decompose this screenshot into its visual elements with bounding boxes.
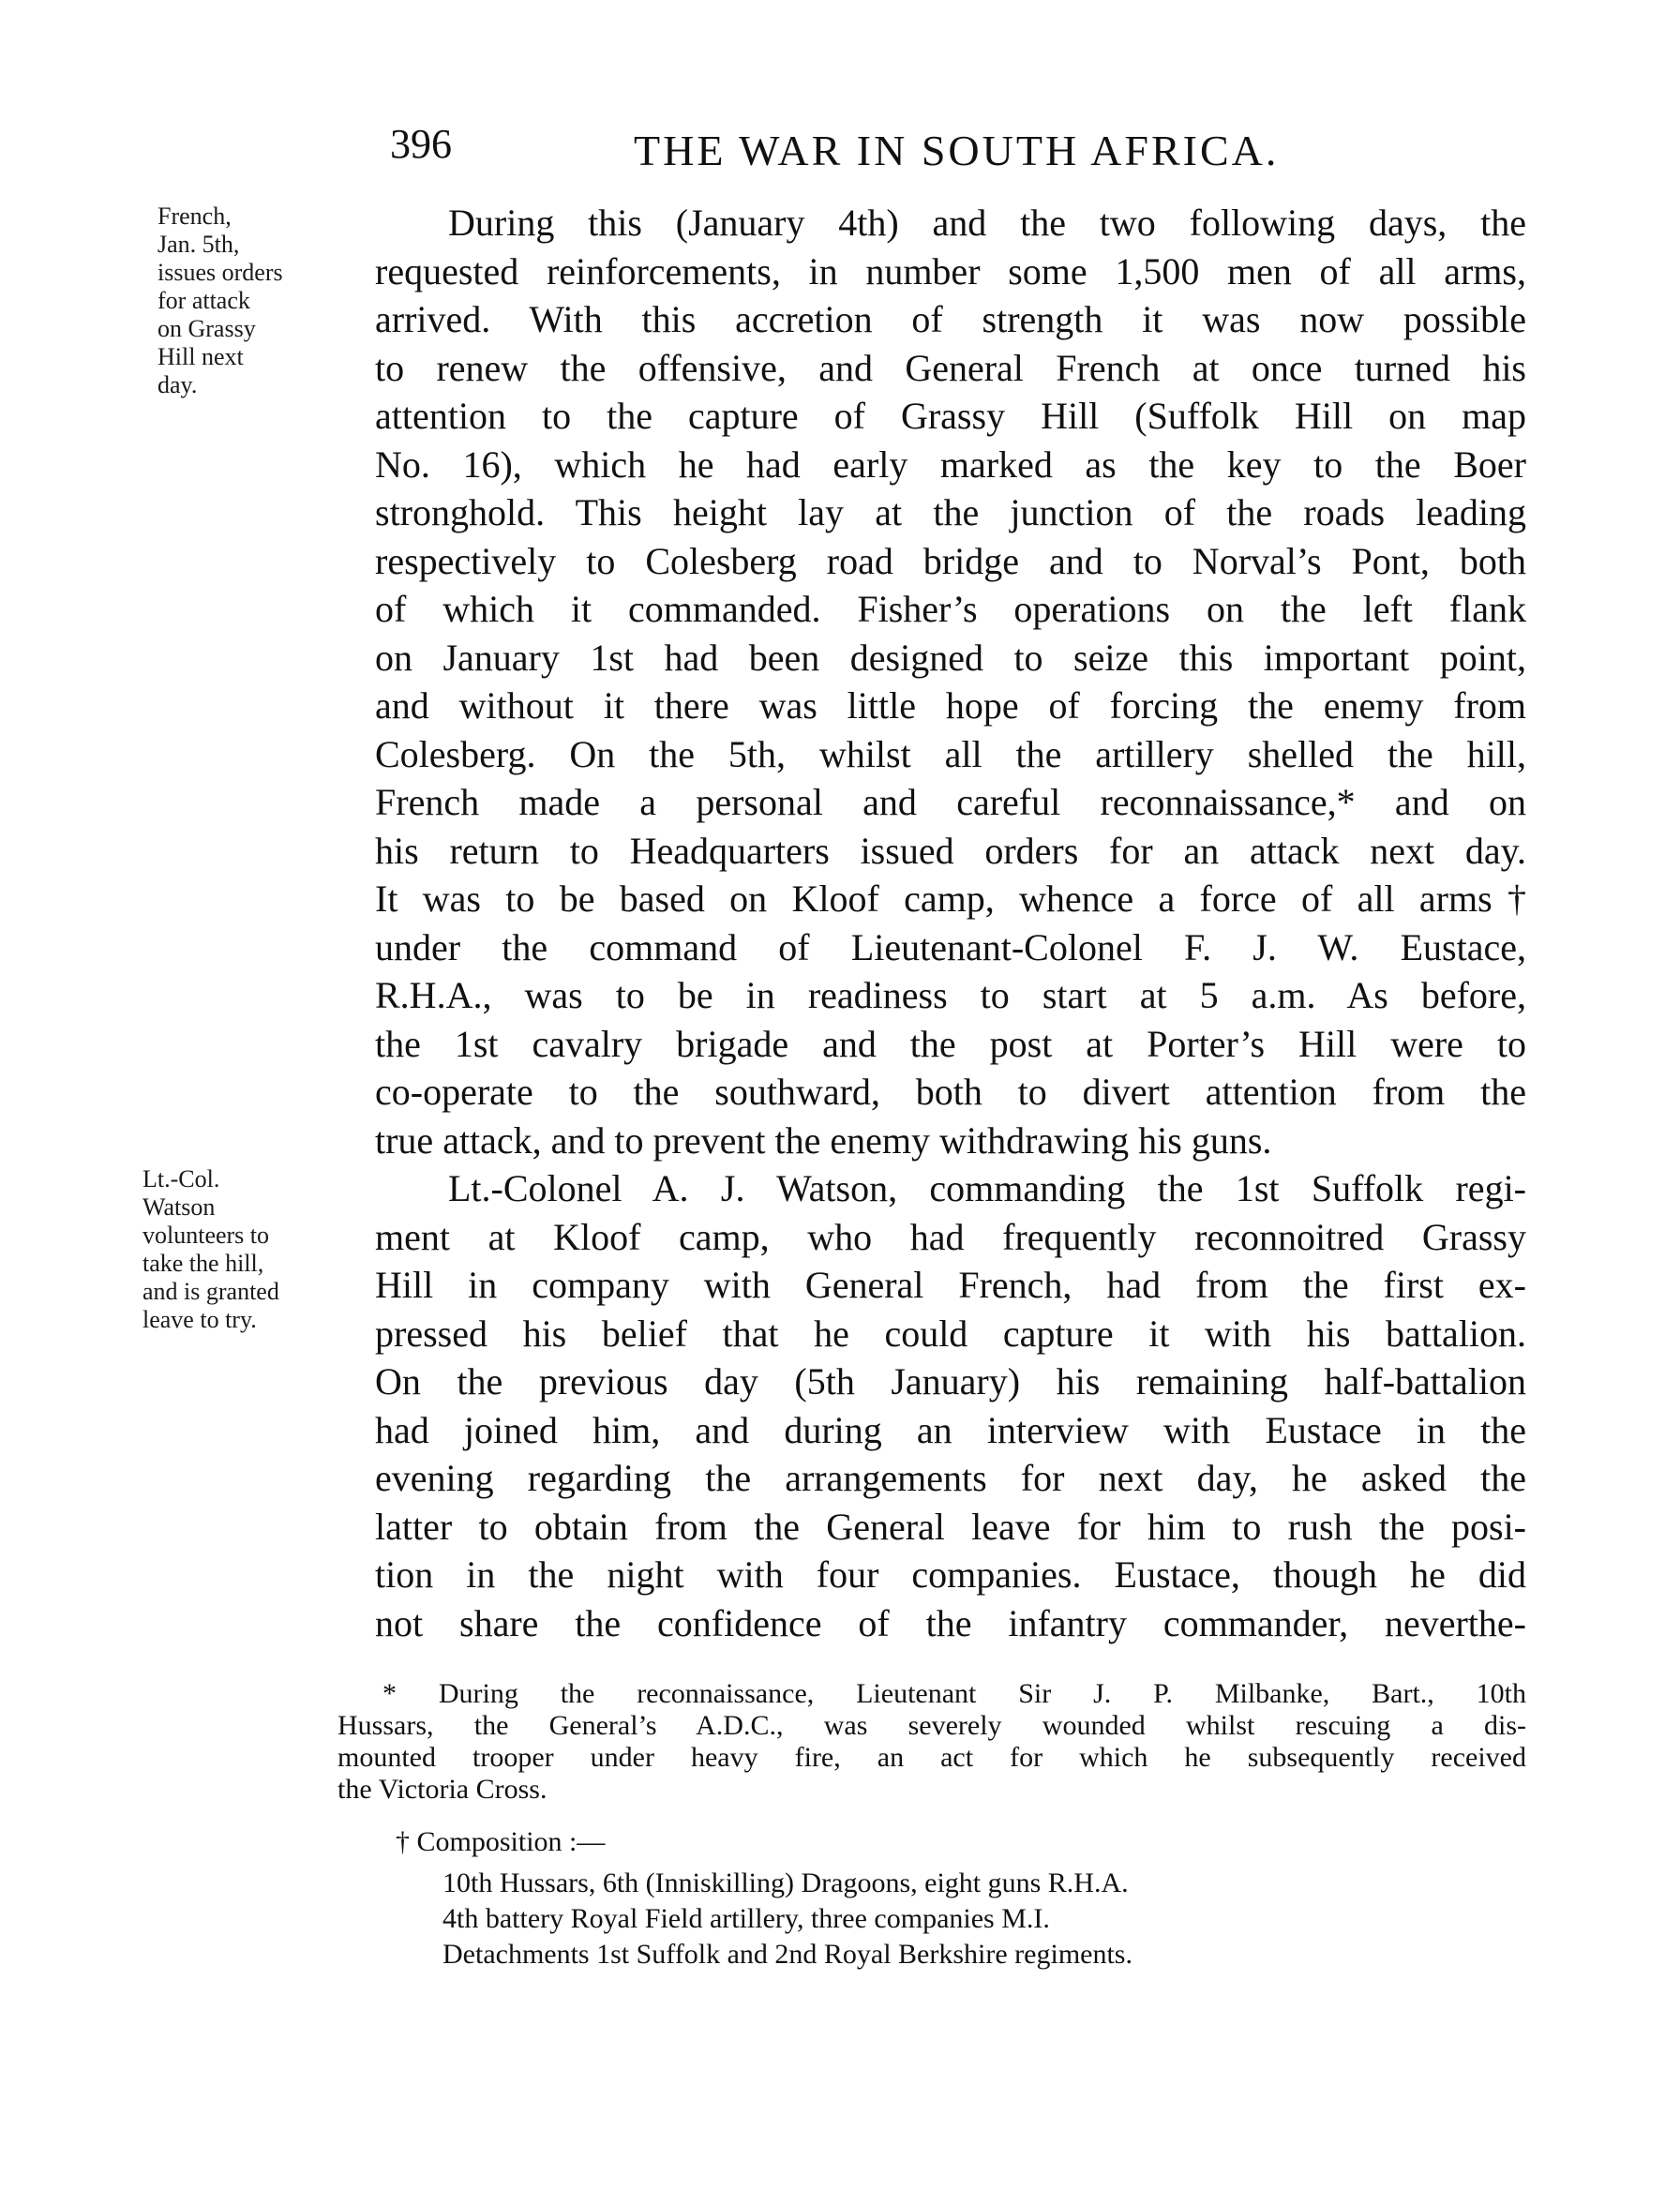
text-line: ment at Kloof camp, who had frequently reconnoitred Grassy xyxy=(375,1215,1526,1258)
paragraph-1 xyxy=(375,199,1526,1164)
sidenote-line: Hill next xyxy=(158,343,244,370)
text-line: evening regarding the arrangements for next day, he asked the xyxy=(375,1457,1526,1499)
running-title: THE WAR IN SOUTH AFRICA. xyxy=(634,127,1280,174)
composition-item: Detachments 1st Suffolk and 2nd Royal Berkshire regiments. xyxy=(442,1939,1132,1970)
sidenote-line: for attack xyxy=(158,287,250,314)
footnote-dagger-heading: † Composition :— xyxy=(396,1826,606,1857)
text-line: and without it there was little hope of forcing the enemy from xyxy=(375,684,1526,727)
text-line: his return to Headquarters issued orders for an attack next day. xyxy=(375,829,1526,872)
sidenote-line: on Grassy xyxy=(158,315,256,342)
text-line: of which it commanded. Fisher’s operations on the left flank xyxy=(375,588,1526,630)
text-line: under the command of Lieutenant-Colonel F. J. W. Eustace, xyxy=(375,925,1526,968)
text-line: arrived. With this accretion of strength it was now possible xyxy=(375,298,1526,340)
text-line: No. 16), which he had early marked as the key to the Boer xyxy=(375,442,1526,486)
text-line: R.H.A., was to be in readiness to start at 5 a.m. As before, xyxy=(375,974,1526,1016)
text-line: latter to obtain from the General leave for him to rush the posi- xyxy=(375,1505,1526,1548)
text-line: stronghold. This height lay at the junction of the roads leading xyxy=(375,491,1526,533)
text-line: Hill in company with General French, had from the first ex- xyxy=(375,1264,1526,1306)
sidenote-watson-volunteers xyxy=(142,1165,321,1334)
sidenote-line: day. xyxy=(158,371,198,398)
running-head xyxy=(0,120,1680,186)
footnote-asterisk xyxy=(338,1678,1526,1806)
sidenote-line: French, xyxy=(158,202,232,230)
sidenote-line: Jan. 5th, xyxy=(158,231,240,258)
footnote-line: * During the reconnaissance, Lieutenant Sir J. P. Milbanke, Bart., 10th xyxy=(382,1678,1526,1709)
sidenote-line: take the hill, xyxy=(142,1250,264,1277)
text-line: Lt.-Colonel A. J. Watson, commanding the 1st Suffolk regi- xyxy=(448,1167,1526,1209)
sidenote-line: Watson xyxy=(142,1193,216,1221)
text-line: respectively to Colesberg road bridge and to Norval’s Pont, both xyxy=(375,539,1526,582)
sidenote-line: volunteers to xyxy=(142,1222,270,1249)
text-line: requested reinforcements, in number some 1,500 men of all arms, xyxy=(375,249,1526,292)
composition-item: 4th battery Royal Field artillery, three companies M.I. xyxy=(442,1903,1050,1934)
text-line: French made a personal and careful reconnaissance,* and on xyxy=(375,781,1526,823)
paragraph-2 xyxy=(375,1164,1526,1647)
sidenote-line: and is granted xyxy=(142,1278,279,1305)
footnotes xyxy=(338,1678,1526,1972)
text-line: true attack, and to prevent the enemy withdrawing his guns. xyxy=(375,1118,1272,1162)
text-line: Colesberg. On the 5th, whilst all the artillery shelled the hill, xyxy=(375,732,1526,775)
text-line: It was to be based on Kloof camp, whence a force of all arms† xyxy=(375,878,1526,920)
text-line: to renew the offensive, and General French at once turned his xyxy=(375,346,1526,389)
text-line: on January 1st had been designed to seize this important point, xyxy=(375,636,1526,679)
text-line: attention to the capture of Grassy Hill (Suffolk Hill on map xyxy=(375,395,1526,437)
footnote-dagger-list xyxy=(338,1866,1526,1972)
text-line: co-operate to the southward, both to divert attention from the xyxy=(375,1071,1526,1113)
footnote-line: the Victoria Cross. xyxy=(338,1774,548,1805)
sidenote-line: leave to try. xyxy=(142,1306,257,1333)
text-line: On the previous day (5th January) his remaining half-battalion xyxy=(375,1360,1526,1402)
text-line: tion in the night with four companies. Eustace, though he did xyxy=(375,1553,1526,1596)
footnote-line: Hussars, the General’s A.D.C., was severely wounded whilst rescuing a dis- xyxy=(338,1710,1526,1741)
text-line: During this (January 4th) and the two following days, the xyxy=(448,202,1526,244)
text-line: had joined him, and during an interview with Eustace in the xyxy=(375,1408,1526,1451)
page-number: 396 xyxy=(390,121,452,167)
footnote-line: mounted trooper under heavy fire, an act for which he subsequently received xyxy=(338,1742,1526,1773)
body-text xyxy=(375,199,1526,1647)
text-line: pressed his belief that he could capture it with his battalion. xyxy=(375,1312,1526,1355)
sidenote-french-orders xyxy=(158,202,336,399)
sidenote-line: issues orders xyxy=(158,259,283,286)
sidenote-line: Lt.-Col. xyxy=(142,1165,220,1192)
composition-item: 10th Hussars, 6th (Inniskilling) Dragoons, eight guns R.H.A. xyxy=(442,1868,1129,1898)
text-line: not share the confidence of the infantry commander, neverthe- xyxy=(375,1601,1526,1644)
text-line: the 1st cavalry brigade and the post at Porter’s Hill were to xyxy=(375,1022,1526,1065)
